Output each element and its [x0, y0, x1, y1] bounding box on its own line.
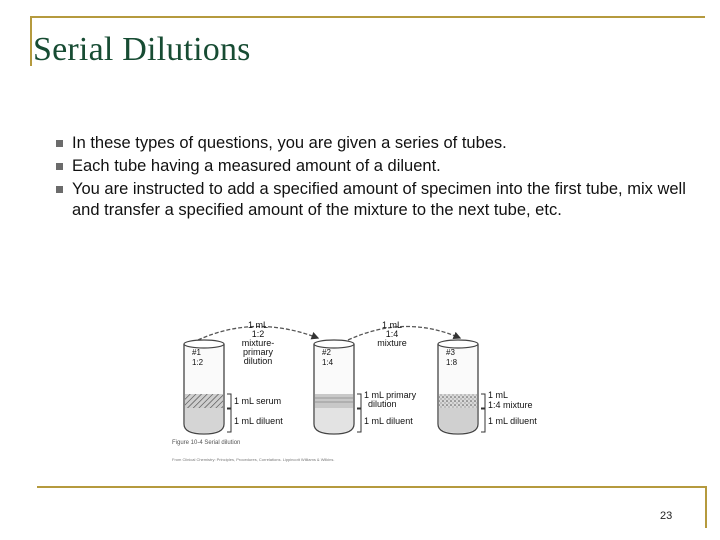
frame-bottom-line — [37, 486, 707, 488]
bullet-text: You are instructed to add a specified amount of specimen into the first tube, mix well and transfer a specified amount of the mixture to the next tube, etc. — [72, 180, 686, 219]
transfer2-label: mixture — [377, 338, 407, 348]
bullet-list — [56, 133, 686, 223]
tube-ratio: 1:4 — [322, 358, 334, 367]
transfer2-label: 1 mL — [381, 320, 403, 330]
tube2-label: 1 mL diluent — [364, 416, 413, 426]
transfer1-label: primary — [242, 347, 274, 357]
bullet-text: Each tube having a measured amount of a diluent. — [72, 157, 441, 175]
tube-ratio: 1:8 — [446, 358, 458, 367]
square-bullet-icon — [56, 140, 63, 147]
bullet-text: In these types of questions, you are given a series of tubes. — [72, 134, 507, 152]
transfer1-label: 1:2 — [251, 329, 265, 339]
tube1-label: 1 mL serum — [234, 396, 282, 406]
page-number: 23 — [660, 510, 673, 522]
tube-id: #1 — [192, 348, 201, 357]
bullet-item — [56, 133, 686, 154]
frame-left-line — [30, 16, 32, 66]
tube-3 — [438, 340, 478, 434]
transfer1-label: dilution — [243, 356, 273, 366]
transfer1-label: 1 mL — [247, 320, 269, 330]
transfer2-label: 1:4 — [385, 329, 399, 339]
tube3-label: 1 mL — [488, 390, 509, 400]
frame-top-line — [30, 16, 705, 18]
serial-dilution-figure — [170, 312, 560, 472]
square-bullet-icon — [56, 163, 63, 170]
figure-source: From Clinical Chemistry: Principles, Procedures, Correlations. Lippincott Williams & Wilkins. — [172, 457, 335, 462]
square-bullet-icon — [56, 186, 63, 193]
frame-right-line — [705, 486, 707, 528]
tube-1 — [184, 340, 224, 434]
tube-id: #2 — [322, 348, 331, 357]
tube3-label: 1:4 mixture — [488, 400, 533, 410]
tube-ratio: 1:2 — [192, 358, 204, 367]
slide-title: Serial Dilutions — [33, 31, 251, 68]
tube-2 — [314, 340, 354, 434]
tube3-label: 1 mL diluent — [488, 416, 537, 426]
figure-caption: Figure 10-4 Serial dilution — [172, 440, 241, 446]
tube2-label: 1 mL primary — [364, 390, 417, 400]
transfer1-label: mixture- — [241, 338, 275, 348]
tube-id: #3 — [446, 348, 455, 357]
tube2-label: dilution — [368, 399, 397, 409]
bullet-item — [56, 156, 686, 177]
tube1-label: 1 mL diluent — [234, 416, 283, 426]
bullet-item — [56, 179, 686, 221]
